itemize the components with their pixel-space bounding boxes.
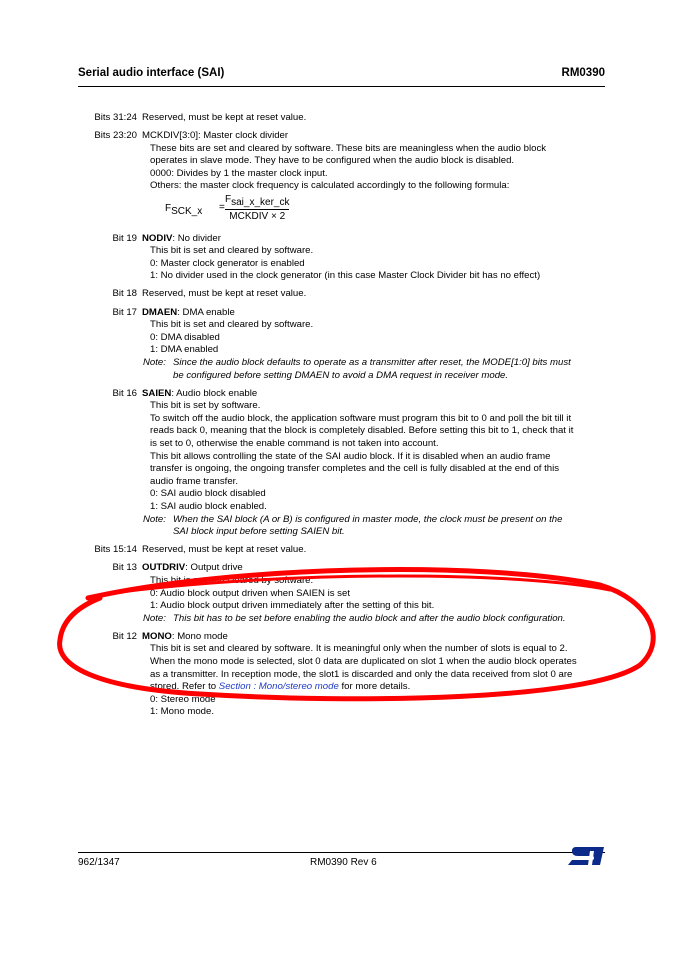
field-bit-12: [0, 631, 684, 719]
field-title: DMAEN: DMA enable: [142, 306, 235, 318]
note-line: SAI block input before setting SAIEN bit.: [173, 526, 345, 538]
field-line: 0: SAI audio block disabled: [150, 488, 266, 500]
field-label: Bit 17: [112, 306, 137, 318]
field-line: These bits are set and cleared by software. These bits are meaningless when the audio block: [150, 142, 547, 154]
field-bit-18: [0, 288, 684, 301]
field-bit-19: [0, 233, 684, 283]
field-line: 1: Audio block output driven immediately after the setting of this bit.: [150, 600, 435, 612]
field-bit-16: [0, 388, 684, 539]
note-line: Since the audio block defaults to operate as a transmitter after reset, the MODE[1:0] bits must: [173, 356, 571, 368]
register-description: [0, 112, 684, 719]
field-line: This bit is set and cleared by software.: [150, 319, 314, 331]
field-text: Reserved, must be kept at reset value.: [142, 112, 307, 123]
field-bit-17: [0, 307, 684, 383]
field-title: MCKDIV[3:0]: Master clock divider: [142, 130, 289, 142]
note-label: Note:: [143, 513, 166, 525]
field-line: This bit is set and cleared by software. It is meaningful only when the number of slots is equal to 2.: [150, 643, 568, 655]
st-logo-icon: [566, 845, 606, 867]
field-line: This bit is set and cleared by software.: [150, 574, 314, 586]
field-line: reads back 0, meaning that the block is completely disabled. Before setting this bit to 1, check that it: [150, 425, 574, 437]
note-line: When the SAI block (A or B) is configured in master mode, the clock must be present on the: [173, 513, 563, 525]
field-label: Bit 13: [112, 562, 137, 574]
formula-denominator: MCKDIV × 2: [225, 209, 289, 223]
field-line: stored. Refer to Section : Mono/stereo mode for more details.: [150, 681, 411, 693]
field-line: 0000: Divides by 1 the master clock input.: [150, 167, 328, 179]
field-line: 0: Master clock generator is enabled: [150, 257, 305, 269]
field-bit-13: [0, 562, 684, 625]
field-line: When the mono mode is selected, slot 0 data are duplicated on slot 1 when the audio block operates: [150, 655, 577, 667]
field-line: This bit is set and cleared by software.: [150, 245, 314, 257]
field-title: SAIEN: Audio block enable: [142, 387, 258, 399]
field-line: 0: Audio block output driven when SAIEN is set: [150, 587, 350, 599]
field-text: Reserved, must be kept at reset value.: [142, 288, 307, 300]
document-id: RM0390: [561, 67, 605, 79]
field-title: MONO: Mono mode: [142, 630, 228, 642]
field-line: 0: Stereo mode: [150, 693, 216, 705]
field-bits-15-14: [0, 544, 684, 557]
formula-equals: =: [219, 202, 225, 214]
mckdiv-formula: [165, 193, 684, 227]
field-line: 0: DMA disabled: [150, 331, 220, 343]
field-label: Bits 23:20: [94, 130, 137, 142]
field-line: This bit is set by software.: [150, 400, 261, 412]
field-text: Reserved, must be kept at reset value.: [142, 544, 307, 556]
page-header: [78, 67, 605, 85]
field-line: 1: Mono mode.: [150, 706, 214, 718]
field-label: Bit 12: [112, 630, 137, 642]
field-title: OUTDRIV: Output drive: [142, 562, 243, 574]
formula-lhs: $F_{SCK\_x}$: [165, 203, 203, 218]
formula-numerator: $F_{sai\_x\_ker\_ck}$: [225, 194, 290, 209]
note-label: Note:: [143, 356, 166, 368]
field-line: transfer is ongoing, the ongoing transfer completes and the cell is fully disabled at the end of this: [150, 463, 560, 475]
field-line: 1: DMA enabled: [150, 344, 219, 356]
field-title: NODIV: No divider: [142, 232, 221, 244]
field-label: Bit 16: [112, 387, 137, 399]
field-bits-31-24: [0, 112, 684, 125]
field-note: [143, 357, 605, 382]
field-line: This bit allows controlling the state of the SAI audio block. If it is disabled when an audio frame: [150, 450, 551, 462]
header-rule: [78, 86, 605, 87]
field-line: is set to 0, otherwise the enable command is not taken into account.: [150, 437, 439, 449]
field-line: operates in slave mode. They have to be configured when the audio block is disabled.: [150, 155, 515, 167]
formula-fraction: [225, 193, 289, 223]
field-line: as a transmitter. In reception mode, the slot1 is discarded and only the data received from slot 0 are: [150, 668, 573, 680]
field-label: Bit 18: [112, 288, 137, 300]
field-bits-23-20: [0, 130, 684, 227]
section-title: Serial audio interface (SAI): [78, 67, 225, 79]
field-line: 1: SAI audio block enabled.: [150, 500, 267, 512]
field-label: Bit 19: [112, 232, 137, 244]
field-label: Bits 15:14: [94, 544, 137, 556]
field-label: Bits 31:24: [94, 112, 137, 123]
field-note: [143, 514, 605, 539]
note-label: Note:: [143, 612, 166, 624]
page-number: 962/1347: [78, 857, 120, 868]
field-line: Others: the master clock frequency is calculated accordingly to the following formula:: [150, 180, 510, 192]
document-revision: RM0390 Rev 6: [310, 857, 377, 868]
field-line: 1: No divider used in the clock generator (in this case Master Clock Divider bit has no effect): [150, 270, 541, 282]
mono-stereo-section-link[interactable]: Section : Mono/stereo mode: [218, 681, 339, 693]
field-line: audio frame transfer.: [150, 475, 238, 487]
footer-rule: [78, 852, 605, 853]
field-note: [143, 613, 605, 626]
note-line: This bit has to be set before enabling the audio block and after the audio block configuration.: [173, 612, 566, 624]
field-line: To switch off the audio block, the application software must program this bit to 0 and poll the bit till it: [150, 412, 572, 424]
note-line: be configured before setting DMAEN to avoid a DMA request in receiver mode.: [173, 369, 509, 381]
